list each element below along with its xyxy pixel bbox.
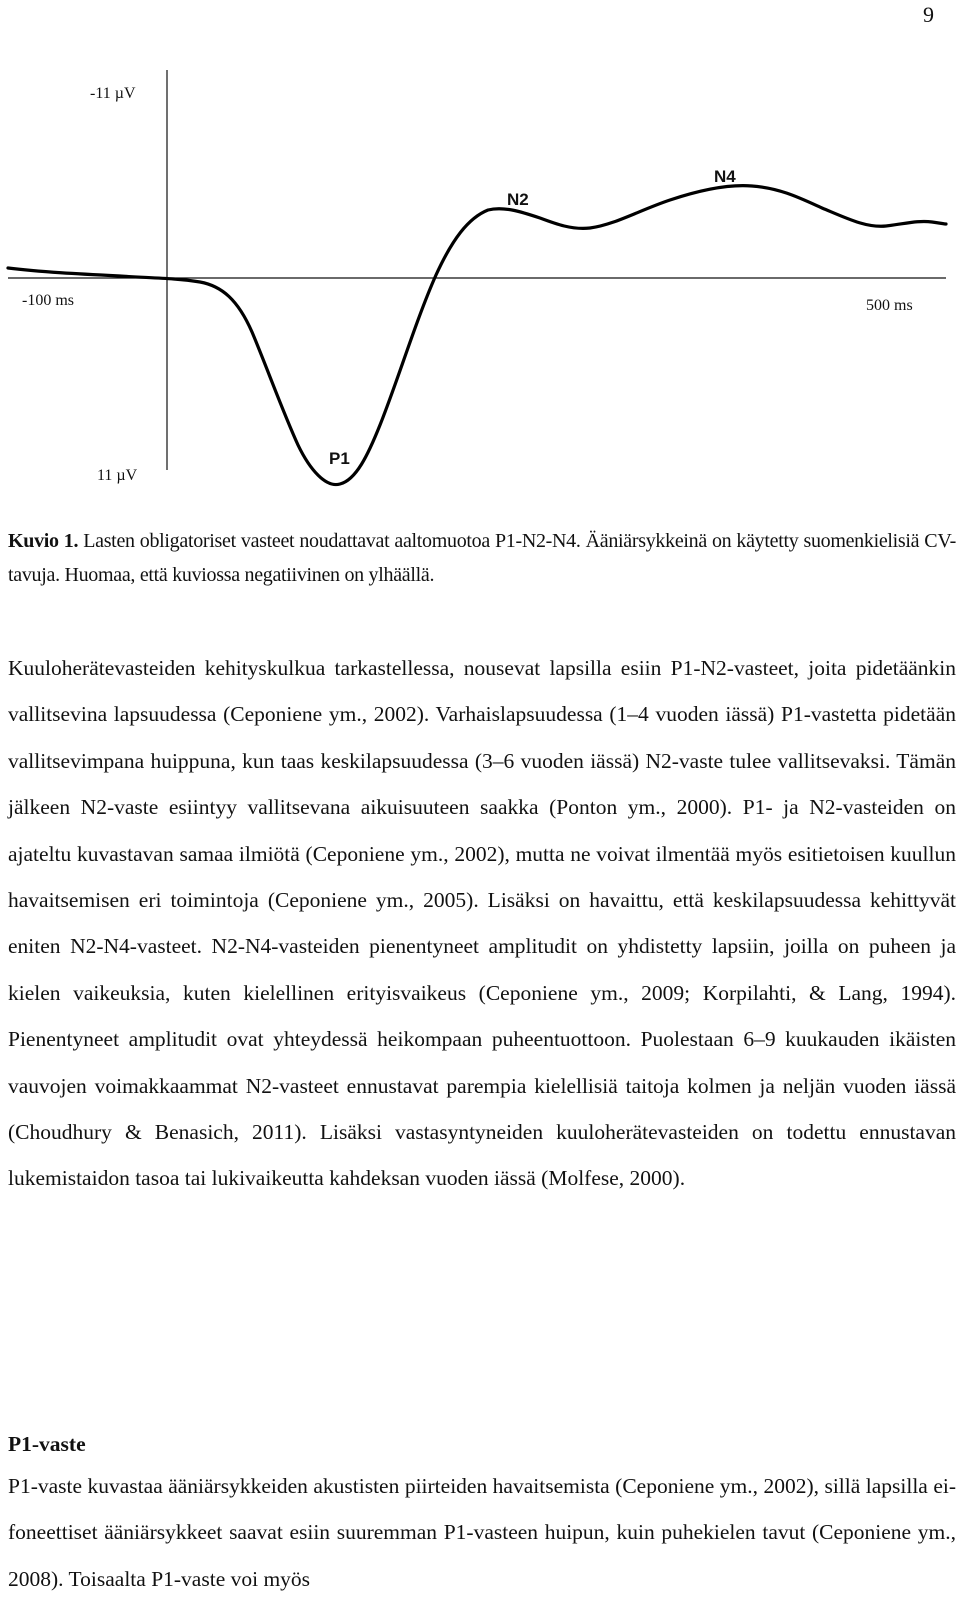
y-bottom-label: 11 µV — [97, 467, 138, 484]
peak-label-n2: N2 — [507, 190, 529, 209]
section-heading: P1-vaste — [8, 1432, 86, 1456]
erp-waveform-figure — [0, 60, 960, 510]
figure-caption — [8, 524, 956, 592]
caption-text: Lasten obligatoriset vasteet noudattavat aaltomuotoa P1-N2-N4. Ääniärsykkeinä on käytetty suomenkielisiä CV-tavuja. Huomaa, että kuviossa negatiivinen on ylhäällä. — [8, 530, 956, 586]
body-paragraph-2: P1-vaste kuvastaa ääniärsykkeiden akustisten piirteiden havaitsemista (Ceponiene ym., 2002), sillä lapsilla ei-foneettiset ääniärsykkeet saavat esiin suuremman P1-vasteen huipun, kuin puhekielen tavut (Ceponiene ym., 2008). Toisaalta P1-vaste voi myös — [8, 1474, 956, 1591]
erp-waveform-svg — [0, 60, 960, 510]
y-top-label: -11 µV — [90, 85, 136, 102]
caption-label: Kuvio 1. — [8, 530, 79, 552]
peak-label-n4: N4 — [714, 167, 736, 186]
page-number: 9 — [923, 2, 934, 27]
erp-waveform-line — [8, 186, 946, 485]
x-left-label: -100 ms — [22, 292, 74, 309]
x-right-label: 500 ms — [866, 297, 913, 314]
body-paragraph-1: Kuuloherätevasteiden kehityskulkua tarkastellessa, nousevat lapsilla esiin P1-N2-vasteet, joita pidetäänkin vallitsevina lapsuudessa (Ceponiene ym., 2002). Varhaislapsuudessa (1–4 vuoden iässä) P1-vastetta pidetään vallitsevimpana huippuna, kun taas keskilapsuudessa (3–6 vuoden iässä) N2-vaste tulee vallitsevaksi. Tämän jälkeen N2-vaste esiintyy vallitsevana aikuisuuteen saakka (Ponton ym., 2000). P1- ja N2-vasteiden on ajateltu kuvastavan samaa ilmiötä (Ceponiene ym., 2002), mutta ne voivat ilmentää myös esitietoisen kuullun havaitsemisen eri toimintoja (Ceponiene ym., 2005). Lisäksi on havaittu, että keskilapsuudessa kehittyvät eniten N2-N4-vasteet. N2-N4-vasteiden pienentyneet amplitudit on yhdistetty lapsiin, joilla on puheen ja kielen vaikeuksia, kuten kielellinen erityisvaikeus (Ceponiene ym., 2009; Korpilahti, & Lang, 1994). Pienentyneet amplitudit ovat yhteydessä heikompaan puheentuottoon. Puolestaan 6–9 kuukauden ikäisten vauvojen voimakkaammat N2-vasteet ennustavat parempia kielellisiä taitoja kolmen ja neljän vuoden iässä (Choudhury & Benasich, 2011). Lisäksi vastasyntyneiden kuuloherätevasteiden on todettu ennustavan lukemistaidon tasoa tai lukivaikeutta kahdeksan vuoden iässä (Molfese, 2000). — [8, 656, 956, 1191]
peak-label-p1: P1 — [329, 449, 350, 468]
